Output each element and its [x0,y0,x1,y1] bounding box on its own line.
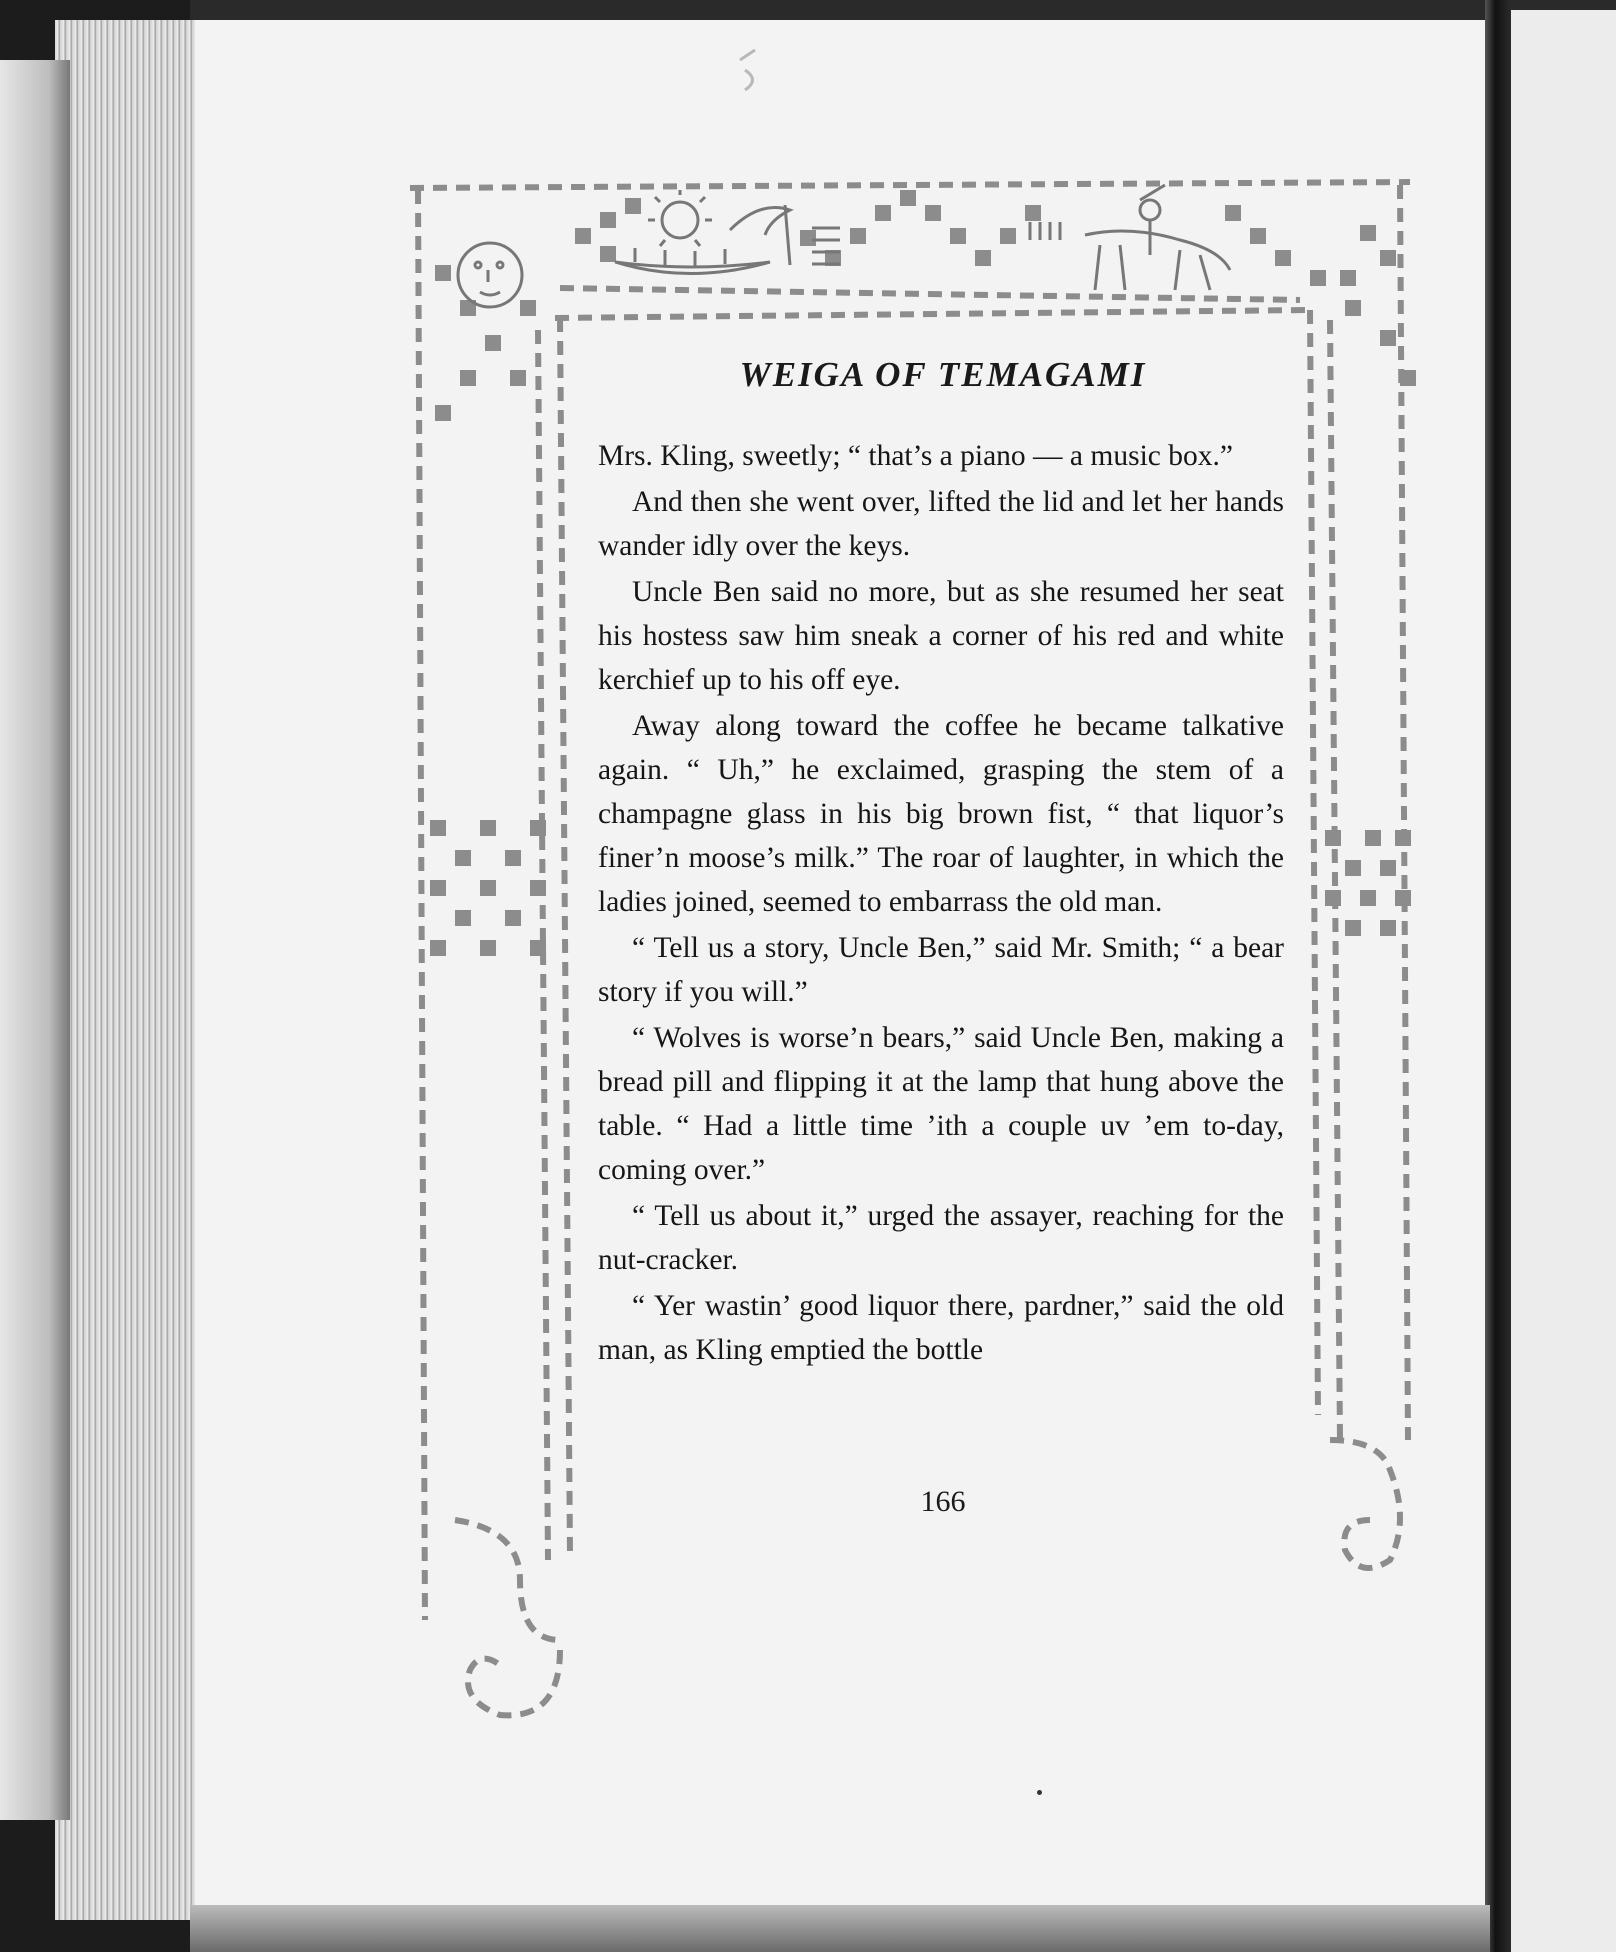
paragraph: Uncle Ben said no more, but as she resumed her seat his hostess saw him sneak a corner of his red and white kerchief up to his off eye. [598,576,1284,696]
paragraph: “ Tell us a story, Uncle Ben,” said Mr. Smith; “ a bear story if you will.” [598,932,1284,1008]
paragraph: Mrs. Kling, sweetly; “ that’s a piano — a music box.” [598,440,1233,472]
ink-speck [1037,1790,1042,1795]
page-body [598,434,1284,1374]
paragraph: “ Yer wastin’ good liquor there, pardner,” said the old man, as Kling emptied the bottle [598,1290,1284,1366]
running-title: WEIGA OF TEMAGAMI [739,355,1147,394]
paragraph: Away along toward the coffee he became talkative again. “ Uh,” he exclaimed, grasping the stem of a champagne glass in his big brown fist, “ that liquor’s finer’n moose’s milk.” The roar of laughter, in which the ladies joined, seemed to embarrass the old man. [598,710,1284,918]
page-number: 166 [920,1485,966,1518]
paragraph: And then she went over, lifted the lid and let her hands wander idly over the keys. [598,486,1284,562]
paragraph: “ Tell us about it,” urged the assayer, reaching for the nut-cracker. [598,1200,1284,1276]
paragraph: “ Wolves is worse’n bears,” said Uncle Ben, making a bread pill and flipping it at the lamp that hung above the table. “ Had a little time ’ith a couple uv ’em to-day, coming over.” [598,1022,1284,1186]
